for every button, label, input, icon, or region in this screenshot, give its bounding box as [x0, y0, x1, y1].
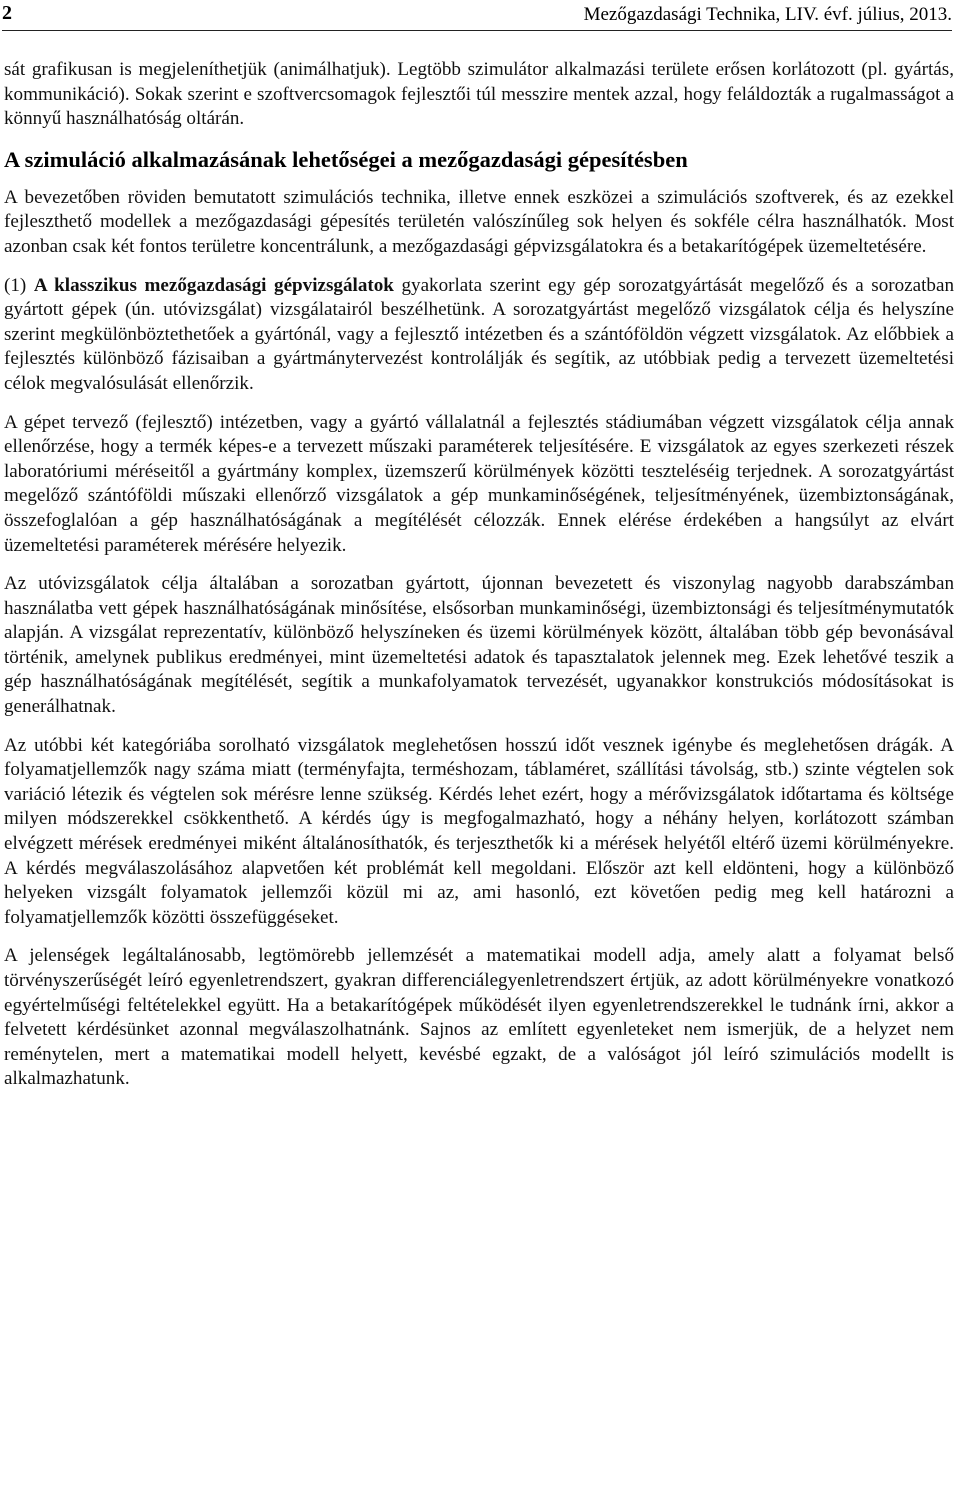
paragraph-5: Az utóbbi két kategóriába sorolható vizsgálatok meglehetősen hosszú időt vesznek igénybe és meglehetősen drágák. A folyamatjellemzők nagy száma miatt (terményfajta, terméshozam, táblaméret, szállítási távolság, stb.) szinte végtelen sok variáció létezik és végtelen sok mérésre lenne szükség. Kérdés lehet ezért, hogy a mérővizsgálatok időtartama és költsége milyen módszerekkel csökkenthető. A kérdés úgy is megfogalmazható, hogy a néhány helyen, korlátozott számban elvégzett mérések eredményei miként általánosíthatók, és terjeszthetők ki a mérések helyétől eltérő üzemi körülményekre. A kérdés megválaszolásához alapvetően két problémát kell megoldani. Először azt kell eldönteni, hogy a különböző helyeken vizsgált folyamatok jellemzői közül mi az, ami hasonló, ezt követően pedig meg kell határozni a folyamatjellemzők közötti összefüggéseket. — [4, 734, 954, 928]
paragraph-2 — [4, 274, 954, 397]
page-header — [2, 0, 952, 31]
paragraph-2-number: (1) — [4, 274, 27, 296]
paragraph-1: A bevezetőben röviden bemutatott szimulációs technika, illetve ennek eszközei a szimulációs szoftverek, és az ezekkel fejleszthető modellek a mezőgazdasági gépesítés területén valószínűleg sok helyen és sokféle célra használhatók. Most azonban csak két fontos területre koncentrálunk, a mezőgazdasági gépvizsgálatokra és a betakarítógépek üzemeltetésére. — [4, 186, 954, 257]
paragraph-3: A gépet tervező (fejlesztő) intézetben, vagy a gyártó vállalatnál a fejlesztés stádiumában végzett vizsgálatok célja annak ellenőrzése, hogy a termék képes-e a tervezett műszaki paraméterek teljesítésére. E vizsgálatok az egyes szerkezeti részek laboratóriumi méréseitől a gyártmány komplex, üzemszerű körülmények közötti teszteléséig terjednek. A sorozatgyártást megelőző szántóföldi műszaki ellenőrző vizsgálatok a gép munkaminőségének, teljesítményének, üzembiztonságának, összefoglalóan a gép használhatóságának a megítélését célozzák. Ennek elérése érdekében a hangsúlyt az elvárt üzemeltetési paraméterek mérésére helyezik. — [4, 411, 954, 556]
paragraph-4: Az utóvizsgálatok célja általában a sorozatban gyártott, újonnan bevezetett és viszonylag nagyobb darabszámban használatba vett gépek használhatóságának minősítése, elsősorban munkaminőségi, üzembiztonsági és teljesítménymutatók alapján. A vizsgálat reprezentatív, különböző helyszíneken és üzemi körülmények között, általában több gép bevonásával történik, amelynek publikus eredményei, mint üzemeltetési adatok és tapasztalatok jelennek meg. Ezek lehetővé teszik a gép használhatóságának megítélését, segítik a munkafolyamatok tervezését, ugyanakkor konstrukciós módosításokat is generálhatnak. — [4, 573, 954, 718]
article-body — [4, 58, 954, 1106]
running-title: Mezőgazdasági Technika, LIV. évf. július, 2013. — [583, 4, 952, 25]
paragraph-6: A jelenségek legáltalánosabb, legtömörebb jellemzését a matematikai modell adja, amely alatt a folyamat belső törvényszerűségét leíró egyenletrendszert, gyakran differenciálegyenletrendszert értjük, az adott körülményekre vonatkozó egyértelműségi feltételekkel együtt. Ha a betakarítógépek működését ilyen egyenletrendszerekkel le tudnánk írni, akkor a felvetett kérdésünket azonnal megválaszolhatnánk. Sajnos az említett egyenleteket nem ismerjük, de a helyzet nem reménytelen, mert a matematikai modell helyett, kevésbé egzakt, de a valóságot jól leíró szimulációs modellt is alkalmazhatunk. — [4, 945, 954, 1090]
paragraph-2-text: gyakorlata szerint egy gép sorozatgyártását megelőző és a sorozatban gyártott gépek (ún. utóvizsgálat) vizsgálatairól beszélhetünk. A sorozatgyártást megelőző vizsgálatok célja és helyszíne szerint megkülönböztethetőek a gyártónál, vagy a fejlesztő intézetben és a szántóföldön végzett vizsgálatok. Az előbbiek a fejlesztés különböző fázisaiban a gyártmánytervezést kontrolálják és segítik, az utóbbiak pedig a tervezett üzemeltetési célok megvalósulását ellenőrzik. — [4, 274, 954, 394]
paragraph-2-bold-lead: A klasszikus mezőgazdasági gépvizsgálatok — [33, 274, 394, 296]
page-number: 2 — [2, 2, 12, 24]
intro-paragraph: sát grafikusan is megjeleníthetjük (animálhatjuk). Legtöbb szimulátor alkalmazási területe erősen korlátozott (pl. gyártás, kommunikáció). Sokak szerint e szoftvercsomagok fejlesztői túl messzire mentek azzal, hogy feláldozták a rugalmasságot a könnyű használhatóság oltárán. — [4, 59, 954, 130]
section-heading: A szimuláció alkalmazásának lehetőségei a mezőgazdasági gépesítésben — [4, 146, 688, 172]
